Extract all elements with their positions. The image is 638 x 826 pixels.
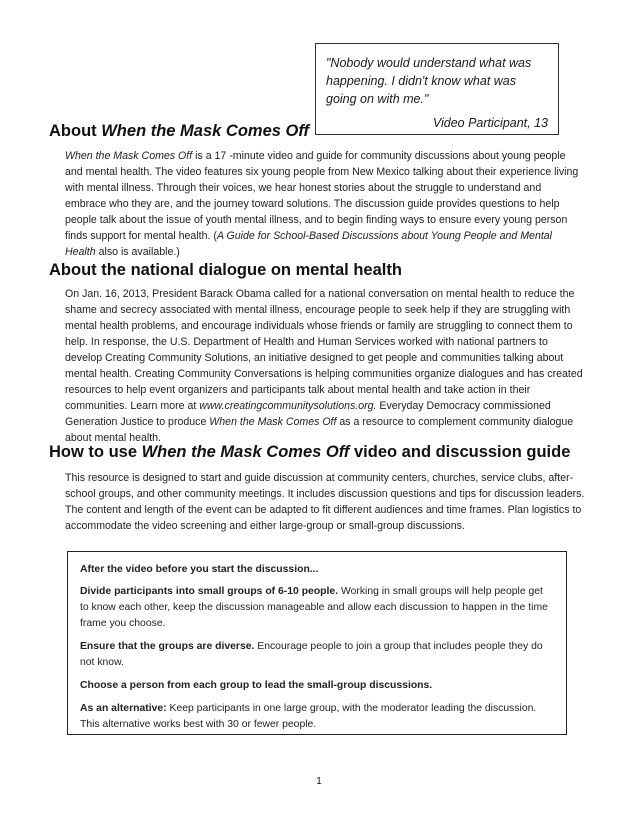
paragraph-tail: also is available.)	[95, 246, 180, 258]
heading-title: When the Mask Comes Off	[141, 443, 350, 461]
paragraph-national-dialogue	[65, 286, 585, 446]
video-title: When the Mask Comes Off	[209, 416, 337, 428]
section-heading-national-dialogue: About the national dialogue on mental health	[49, 261, 402, 279]
pull-quote-attribution: Video Participant, 13	[432, 116, 548, 130]
website-link[interactable]: www.creatingcommunitysolutions.org.	[199, 400, 377, 412]
callout-box	[67, 551, 567, 735]
pull-quote-text: "Nobody would understand what was happening. I didn't know what was going on with me."	[326, 56, 532, 106]
callout-item-bold: Ensure that the groups are diverse.	[80, 641, 255, 652]
callout-item-divide	[80, 584, 554, 632]
callout-item-text: Encourage people to join a group that includes people they do not know.	[80, 641, 543, 668]
pull-quote-box	[315, 43, 559, 135]
video-title: When the Mask Comes Off	[65, 150, 193, 162]
heading-prefix: About	[49, 122, 102, 140]
callout-item-text: Keep participants in one large group, with the moderator leading the discussion. This alternative works best with 30 or fewer people.	[80, 703, 537, 730]
callout-item-text: Working in small groups will help people get to know each other, keep the discussion manageable and allow each discussion to happen in the time frame you choose.	[80, 586, 548, 629]
heading-title: When the Mask Comes Off	[101, 122, 310, 140]
callout-item-diverse	[80, 639, 554, 671]
paragraph-how-to-use: This resource is designed to start and guide discussion at community centers, churches, service clubs, after-school groups, and other community meetings. It includes discussion questions and tips for discussion leaders. The content and length of the event can be adapted to fit different audiences and time frames. Plan logistics to accommodate the video screening and either large-group or small-group discussions.	[65, 472, 585, 532]
page-number: 1	[316, 776, 322, 787]
section-heading-about-video	[49, 122, 309, 141]
callout-item-bold: Choose a person from each group to lead the small-group discussions.	[80, 680, 433, 691]
callout-item-alternative	[80, 701, 554, 733]
callout-heading: After the video before you start the discussion...	[80, 564, 319, 575]
callout-item-choose-leader	[80, 678, 554, 694]
paragraph-body: On Jan. 16, 2013, President Barack Obama called for a national conversation on mental health to reduce the shame and secrecy associated with mental illness, encourage people to seek help if they are struggling with mental health problems, and encourage individuals whose friends or family are struggling to connect them to help. In response, the U.S. Department of Health and Human Services worked with national partners to develop Creating Community Solutions, an initiative designed to get people and communities talking about mental health. Creating Community Conversations is helping communities organize dialogues and has created resources to help event organizers and participants talk about mental health and take action in their communities. Learn more at	[65, 288, 583, 412]
section-heading-how-to-use	[49, 443, 570, 462]
callout-item-bold: Divide participants into small groups of 6-10 people.	[80, 586, 339, 597]
paragraph-body: is a 17 -minute video and guide for community discussions about young people and mental health. The video features six young people from New Mexico talking about their experience living with mental illness. Through their voices, we hear honest stories about the struggle to understand and embrace who they are, and the journey toward solutions. The discussion guide provides questions to help people talk about the issue of youth mental illness, and to begin finding ways to ensure every young person finds support for mental health. (	[65, 150, 579, 242]
paragraph-about-video	[65, 148, 585, 260]
paragraph-tail: as a resource to complement community dialogue about mental health.	[65, 416, 574, 444]
heading-suffix: video and discussion guide	[349, 443, 571, 461]
paragraph-mid: Everyday Democracy commissioned Generation Justice to produce	[65, 400, 551, 428]
heading-prefix: How to use	[49, 443, 142, 461]
guide-title: A Guide for School-Based Discussions about Young People and Mental Health	[65, 230, 553, 258]
callout-item-bold: As an alternative:	[80, 703, 167, 714]
